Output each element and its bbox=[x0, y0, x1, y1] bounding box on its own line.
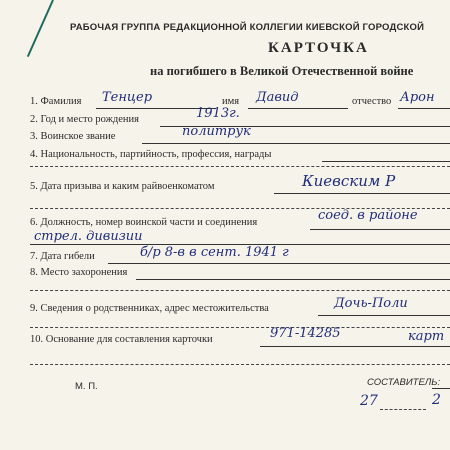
conscription-value: Киевским Р bbox=[302, 172, 396, 190]
field-1-label: 1. Фамилия bbox=[30, 96, 82, 107]
date-month: 2 bbox=[432, 392, 441, 408]
field-6-label: 6. Должность, номер воинской части и соединения bbox=[30, 217, 258, 228]
date-dots bbox=[380, 409, 426, 410]
basis-value-b: карт bbox=[408, 329, 445, 344]
patronymic-line bbox=[398, 108, 450, 109]
field-5-label: 5. Дата призыва и каким райвоенкоматом bbox=[30, 181, 215, 192]
field-4-line bbox=[322, 161, 450, 162]
field-10-label: 10. Основание для составления карточки bbox=[30, 334, 213, 345]
field-3-line bbox=[142, 143, 450, 144]
card-title: КАРТОЧКА bbox=[268, 40, 369, 56]
field-9-dash bbox=[30, 327, 450, 328]
rank-value: политрук bbox=[182, 124, 251, 139]
field-8-dash bbox=[30, 290, 450, 291]
field-4-dash bbox=[30, 166, 450, 167]
basis-value: 971-14285 bbox=[270, 326, 341, 341]
pen-stroke-mark bbox=[27, 0, 54, 57]
field-9-label: 9. Сведения о родственниках, адрес местожительства bbox=[30, 303, 269, 314]
name-value: Давид bbox=[256, 90, 299, 105]
organization-header: РАБОЧАЯ ГРУППА РЕДАКЦИОННОЙ КОЛЛЕГИИ КИЕВСКОЙ ГОРОДСКОЙ bbox=[70, 22, 425, 33]
relatives-value: Дочь-Поли bbox=[334, 296, 408, 311]
card-subtitle: на погибшего в Великой Отечественной войне bbox=[150, 64, 414, 78]
surname-value: Тенцер bbox=[102, 90, 153, 105]
field-10-line bbox=[260, 346, 450, 347]
compiler-line bbox=[432, 388, 450, 389]
name-line bbox=[248, 108, 348, 109]
patronymic-value: Арон bbox=[400, 90, 435, 105]
name-label: имя bbox=[222, 96, 240, 107]
unit-value-b: стрел. дивизии bbox=[34, 229, 143, 244]
field-8-line bbox=[136, 279, 450, 280]
field-9-line bbox=[318, 315, 450, 316]
field-4-label: 4. Национальность, партийность, профессия, награды bbox=[30, 149, 272, 160]
field-10-dash bbox=[30, 364, 450, 365]
field-7-label: 7. Дата гибели bbox=[30, 251, 95, 262]
field-7-line bbox=[108, 263, 450, 264]
unit-value-a: соед. в районе bbox=[318, 208, 418, 223]
field-3-label: 3. Воинское звание bbox=[30, 131, 116, 142]
birth-value: 1913г. bbox=[196, 106, 240, 121]
compiler-label: СОСТАВИТЕЛЬ: bbox=[367, 377, 441, 388]
field-8-label: 8. Место захоронения bbox=[30, 267, 128, 278]
field-5-line bbox=[274, 193, 450, 194]
date-day: 27 bbox=[360, 393, 378, 409]
patronymic-label: отчество bbox=[352, 96, 392, 107]
stamp-place-label: М. П. bbox=[75, 381, 98, 392]
field-6-line bbox=[310, 229, 450, 230]
death-date-value: б/р 8-в в сент. 1941 г bbox=[140, 245, 289, 260]
field-2-label: 2. Год и место рождения bbox=[30, 114, 139, 125]
